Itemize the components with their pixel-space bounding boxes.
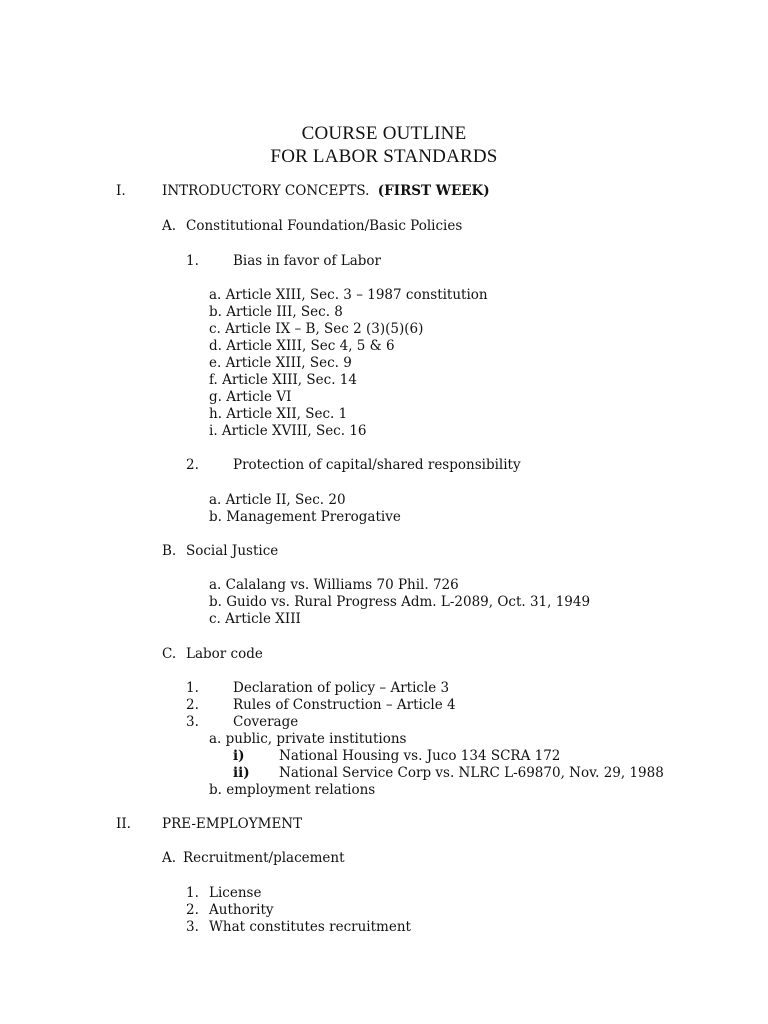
document-title-line-2: FOR LABOR STANDARDS [270,146,498,167]
list-item: b. Management Prerogative [209,509,401,525]
section-1a-text: Constitutional Foundation/Basic Policies [186,218,463,234]
case-text: National Housing vs. Juco 134 SCRA 172 [279,748,561,764]
item-1c1-number: 1. [186,680,199,696]
list-item: g. Article VI [209,389,292,405]
item-2a2-number: 2. [186,902,199,918]
case-number: i) [233,748,245,764]
item-1a1-number: 1. [186,253,199,269]
list-item: c. Article XIII [209,611,301,627]
list-item: d. Article XIII, Sec 4, 5 & 6 [209,338,395,354]
list-item: a. Article II, Sec. 20 [209,492,346,508]
list-item: a. Article XIII, Sec. 3 – 1987 constitution [209,287,488,303]
section-2-heading: PRE-EMPLOYMENT [162,816,303,832]
list-item: a. Calalang vs. Williams 70 Phil. 726 [209,577,459,593]
item-1c2-number: 2. [186,697,199,713]
section-2-number: II. [116,816,131,832]
section-1-heading-text: INTRODUCTORY CONCEPTS. [162,183,370,199]
case-text: National Service Corp vs. NLRC L-69870, Nov. 29, 1988 [279,765,664,781]
list-item: e. Article XIII, Sec. 9 [209,355,352,371]
document-title-line-1: COURSE OUTLINE [301,123,467,144]
item-2a1-text: License [209,885,262,901]
item-1c3-text: Coverage [233,714,299,730]
list-item: h. Article XII, Sec. 1 [209,406,348,422]
section-2a-text: Recruitment/placement [183,850,345,866]
item-2a2-text: Authority [209,902,274,918]
section-1b-text: Social Justice [186,543,279,559]
item-1c3-number: 3. [186,714,199,730]
item-2a3-text: What constitutes recruitment [209,919,411,935]
list-item: i. Article XVIII, Sec. 16 [209,423,367,439]
section-1c-label: C. [162,646,177,662]
section-1-number: I. [116,183,126,199]
section-1-heading [162,183,490,200]
item-2a3-number: 3. [186,919,199,935]
item-1c1-text: Declaration of policy – Article 3 [233,680,450,696]
section-1a-label: A. [162,218,177,234]
list-item: f. Article XIII, Sec. 14 [209,372,357,388]
list-item: c. Article IX – B, Sec 2 (3)(5)(6) [209,321,424,337]
section-1b-label: B. [162,543,177,559]
item-1c2-text: Rules of Construction – Article 4 [233,697,456,713]
section-1-week: (FIRST WEEK) [377,183,490,199]
list-item: a. public, private institutions [209,731,407,747]
list-item: b. Guido vs. Rural Progress Adm. L-2089, Oct. 31, 1949 [209,594,591,610]
section-2a-label: A. [162,850,177,866]
section-1c-text: Labor code [186,646,263,662]
item-1a2-number: 2. [186,457,199,473]
case-number: ii) [233,765,250,781]
item-2a1-number: 1. [186,885,199,901]
item-1a1-text: Bias in favor of Labor [233,253,382,269]
item-1a2-text: Protection of capital/shared responsibility [233,457,521,473]
list-item: b. employment relations [209,782,376,798]
list-item: b. Article III, Sec. 8 [209,304,343,320]
